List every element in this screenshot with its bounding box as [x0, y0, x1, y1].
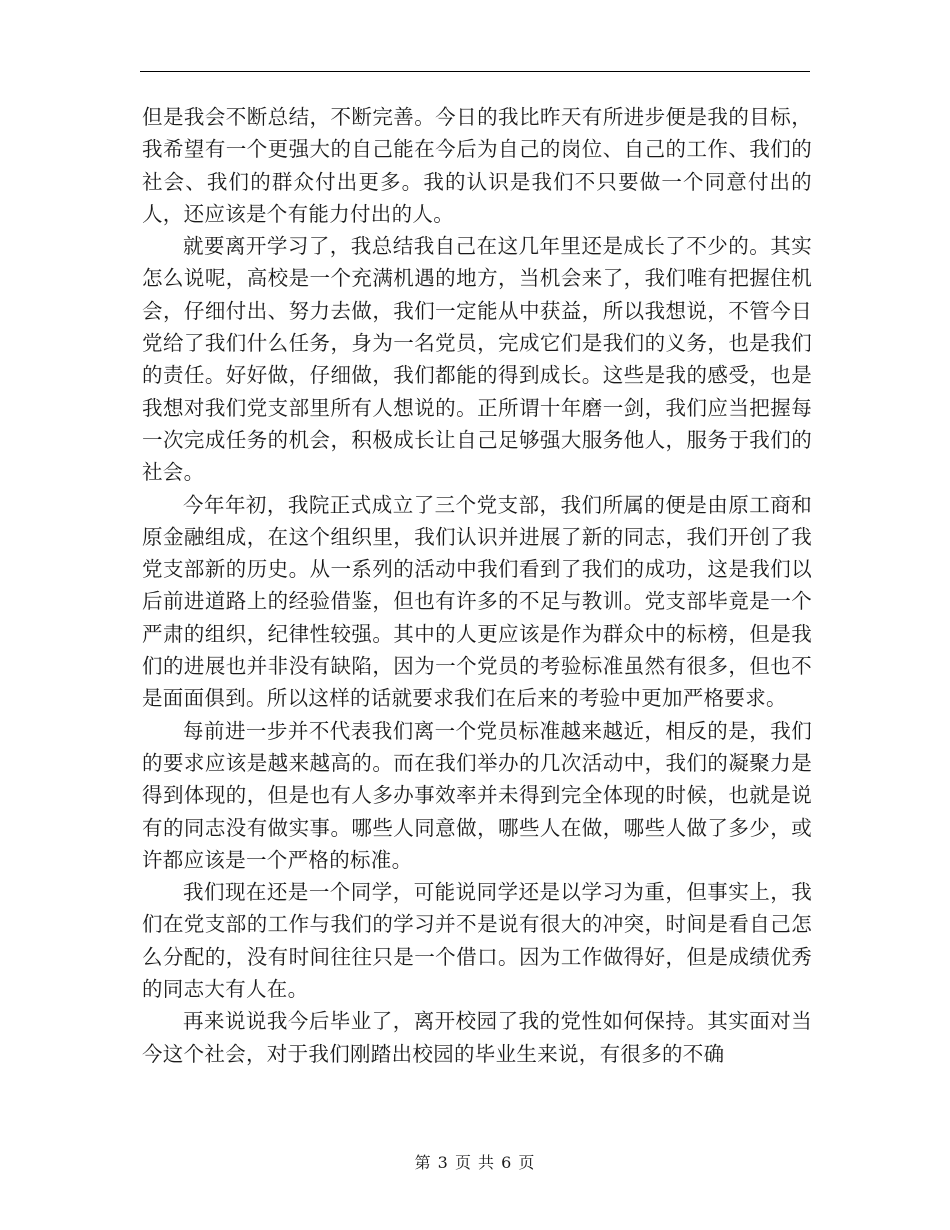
- paragraph-2: 就要离开学习了，我总结我自己在这几年里还是成长了不少的。其实怎么说呢，高校是一个充满机遇的地方，当机会来了，我们唯有把握住机会，仔细付出、努力去做，我们一定能从中获益，所以我想说，不管今日党给了我们什么任务，身为一名党员，完成它们是我们的义务，也是我们的责任。好好做，仔细做，我们都能的得到成长。这些是我的感受，也是我想对我们党支部里所有人想说的。正所谓十年磨一剑，我们应当把握每一次完成任务的机会，积极成长让自己足够强大服务他人，服务于我们的社会。: [142, 234, 812, 485]
- page-number: 第 3 页 共 6 页: [414, 1153, 536, 1172]
- paragraph-3: 今年年初，我院正式成立了三个党支部，我们所属的便是由原工商和原金融组成，在这个组织里，我们认识并进展了新的同志，我们开创了我党支部新的历史。从一系列的活动中我们看到了我们的成功，这是我们以后前进道路上的经验借鉴，但也有许多的不足与教训。党支部毕竟是一个严肃的组织，纪律性较强。其中的人更应该是作为群众中的标榜，但是我们的进展也并非没有缺陷，因为一个党员的考验标准虽然有很多，但也不是面面俱到。所以这样的话就要求我们在后来的考验中更加严格要求。: [142, 492, 812, 711]
- paragraph-4: 每前进一步并不代表我们离一个党员标准越来越近，相反的是，我们的要求应该是越来越高的。而在我们举办的几次活动中，我们的凝聚力是得到体现的，但是也有人多办事效率并未得到完全体现的时候，也就是说有的同志没有做实事。哪些人同意做，哪些人在做，哪些人做了多少，或许都应该是一个严格的标准。: [142, 718, 812, 872]
- header-rule: [140, 71, 810, 72]
- page-footer: [0, 1150, 950, 1173]
- paragraph-5: 我们现在还是一个同学，可能说同学还是以学习为重，但事实上，我们在党支部的工作与我们的学习并不是说有很大的冲突，时间是看自己怎么分配的，没有时间往往只是一个借口。因为工作做得好，但是成绩优秀的同志大有人在。: [142, 880, 812, 1002]
- paragraph-6: 再来说说我今后毕业了，离开校园了我的党性如何保持。其实面对当今这个社会，对于我们刚踏出校园的毕业生来说，有很多的不确: [142, 1009, 812, 1066]
- document-body: [142, 101, 812, 1070]
- paragraph-1: 但是我会不断总结，不断完善。今日的我比昨天有所进步便是我的目标，我希望有一个更强大的自己能在今后为自己的岗位、自己的工作、我们的社会、我们的群众付出更多。我的认识是我们不只要做一个同意付出的人，还应该是个有能力付出的人。: [142, 105, 812, 226]
